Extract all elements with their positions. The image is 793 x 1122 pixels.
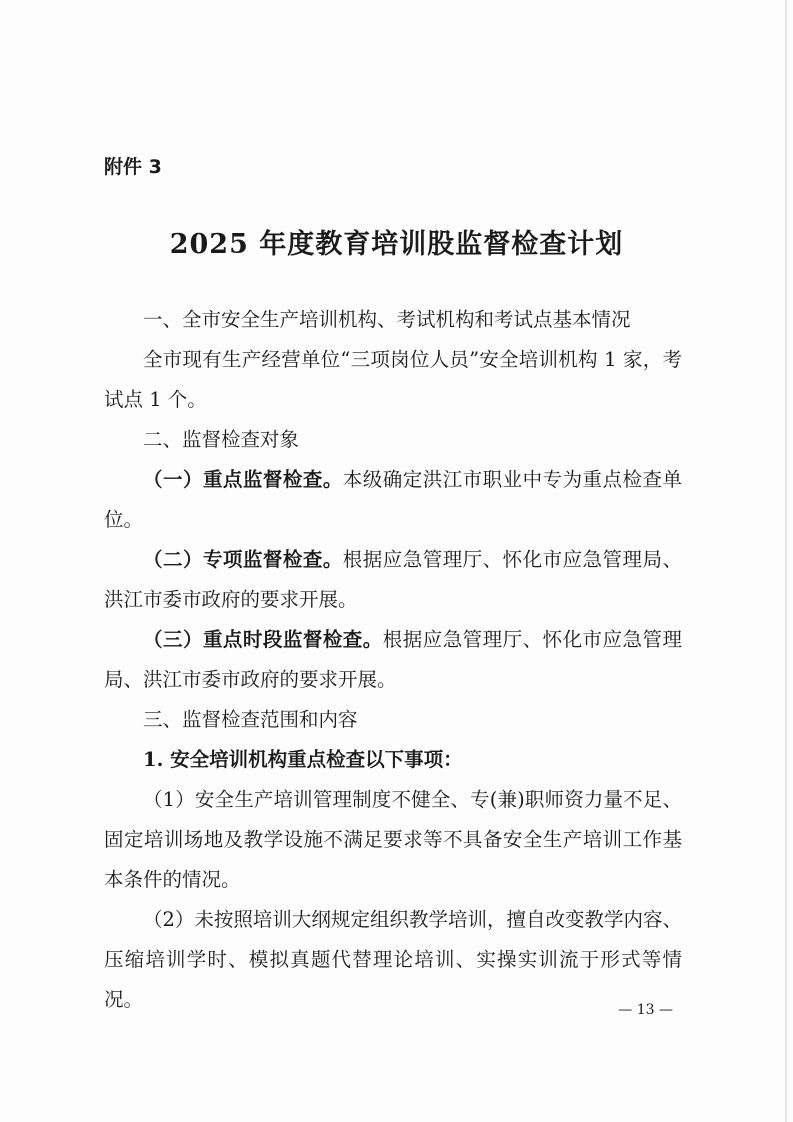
section-2-item-3 — [104, 620, 682, 700]
section-2-item-2 — [104, 540, 682, 620]
scan-edge-line — [785, 0, 787, 1122]
section-1-heading: 一、全市安全生产培训机构、考试机构和考试点基本情况 — [143, 308, 631, 331]
section-2-item-2-lead: （二）专项监督检查。 — [143, 548, 343, 571]
document-title: 2025 年度教育培训股监督检查计划 — [169, 229, 624, 260]
section-2-item-1 — [104, 460, 682, 540]
section-3-item-2: （2）未按照培训大纲规定组织教学培训，擅自改变教学内容、压缩培训学时、模拟真题代替理论培训、实操实训流于形式等情况。 — [104, 908, 682, 1011]
attachment-label: 附件 3 — [104, 156, 162, 178]
section-2-item-1-lead: （一）重点监督检查。 — [143, 468, 343, 491]
section-3-item-1: （1）安全生产培训管理制度不健全、专(兼)职师资力量不足、固定培训场地及教学设施不满足要求等不具备安全生产培训工作基本条件的情况。 — [104, 788, 682, 891]
section-3-sub-1-heading: 1. 安全培训机构重点检查以下事项： — [143, 748, 463, 771]
section-3-heading: 三、监督检查范围和内容 — [143, 708, 358, 731]
section-2-item-2-text: 根据应急管理厅、怀化市应急管理局、洪江市委市政府的要求开展。 — [104, 548, 682, 611]
document-body — [104, 300, 682, 1020]
page-number: — 13 — — [618, 1002, 673, 1018]
section-2-item-3-text: 根据应急管理厅、怀化市应急管理局、洪江市委市政府的要求开展。 — [104, 628, 682, 691]
section-2-item-1-text: 本级确定洪江市职业中专为重点检查单位。 — [104, 468, 682, 531]
section-1-text: 全市现有生产经营单位“三项岗位人员”安全培训机构 1 家，考试点 1 个。 — [104, 348, 682, 411]
section-2-item-3-lead: （三）重点时段监督检查。 — [143, 628, 383, 651]
section-2-heading: 二、监督检查对象 — [143, 428, 300, 451]
